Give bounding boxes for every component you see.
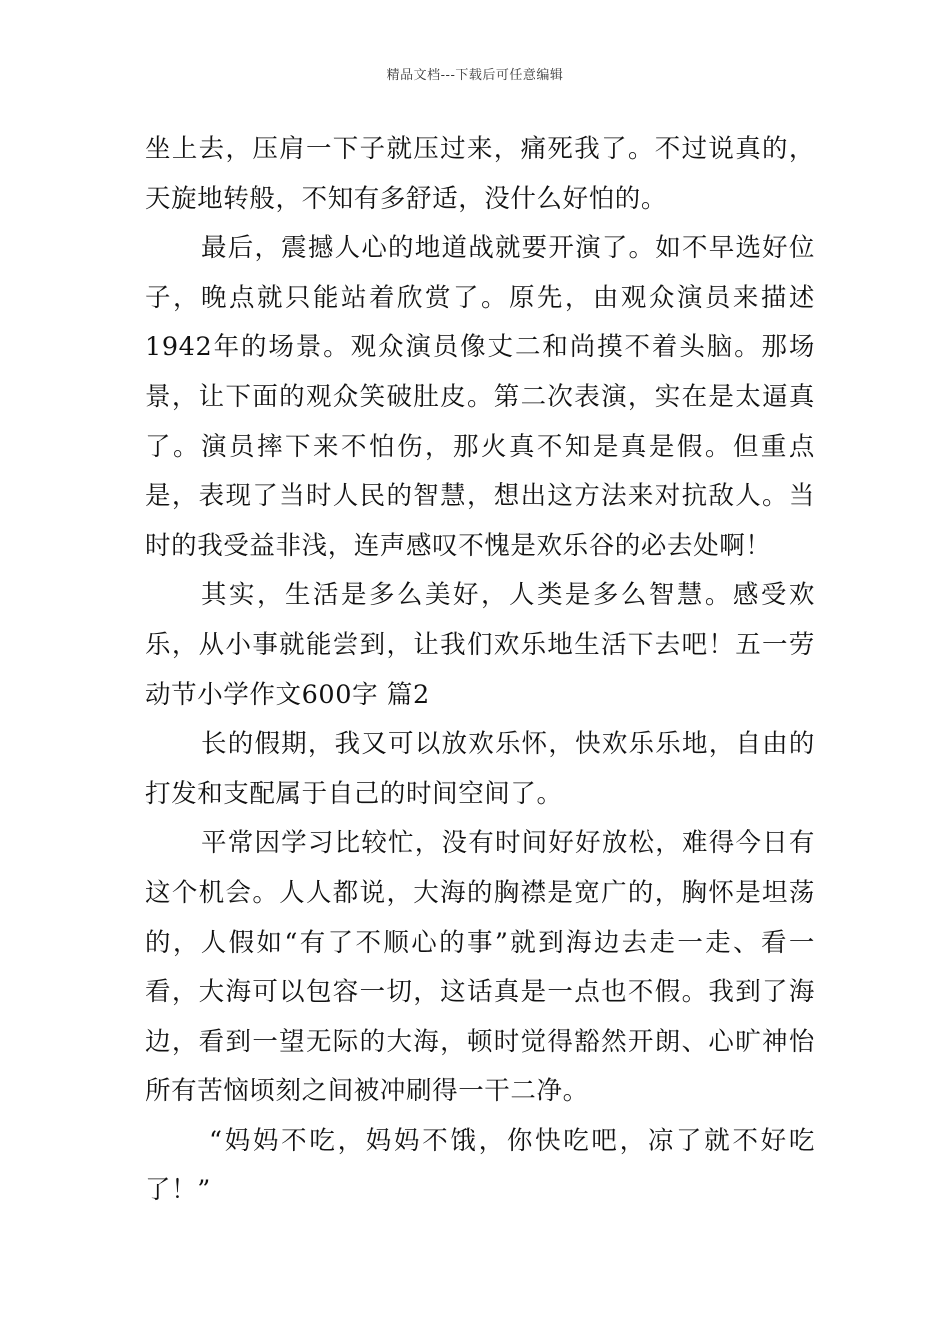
paragraph: 其实，生活是多么美好，人类是多么智慧。感受欢乐，从小事就能尝到，让我们欢乐地生活下去吧！五一劳动节小学作文600字 篇2 xyxy=(145,580,815,710)
paragraph: “妈妈不吃，妈妈不饿，你快吃吧，凉了就不好吃了！” xyxy=(145,1125,815,1206)
paragraph: 最后，震撼人心的地道战就要开演了。如不早选好位子，晚点就只能站着欣赏了。原先，由观众演员来描述1942年的场景。观众演员像丈二和尚摸不着头脑。那场景，让下面的观众笑破肚皮。第二次表演，实在是太逼真了。演员摔下来不怕伤，那火真不知是真是假。但重点是，表现了当时人民的智慧，想出这方法来对抗敌人。当时的我受益非浅，连声感叹不愧是欢乐谷的必去处啊！ xyxy=(145,233,815,561)
page-header: 精品文档---下载后可任意编辑 xyxy=(386,68,564,83)
document-body xyxy=(145,125,815,1216)
paragraph: 坐上去，压肩一下子就压过来，痛死我了。不过说真的，天旋地转般，不知有多舒适，没什么好怕的。 xyxy=(145,134,815,214)
paragraph: 长的假期，我又可以放欢乐怀，快欢乐乐地，自由的打发和支配属于自己的时间空间了。 xyxy=(145,729,815,809)
paragraph: 平常因学习比较忙，没有时间好好放松，难得今日有这个机会。人人都说，大海的胸襟是宽广的，胸怀是坦荡的，人假如“有了不顺心的事”就到海边去走一走、看一看，大海可以包容一切，这话真是一点也不假。我到了海边，看到一望无际的大海，顿时觉得豁然开朗、心旷神怡所有苦恼顷刻之间被冲刷得一干二净。 xyxy=(145,828,815,1107)
